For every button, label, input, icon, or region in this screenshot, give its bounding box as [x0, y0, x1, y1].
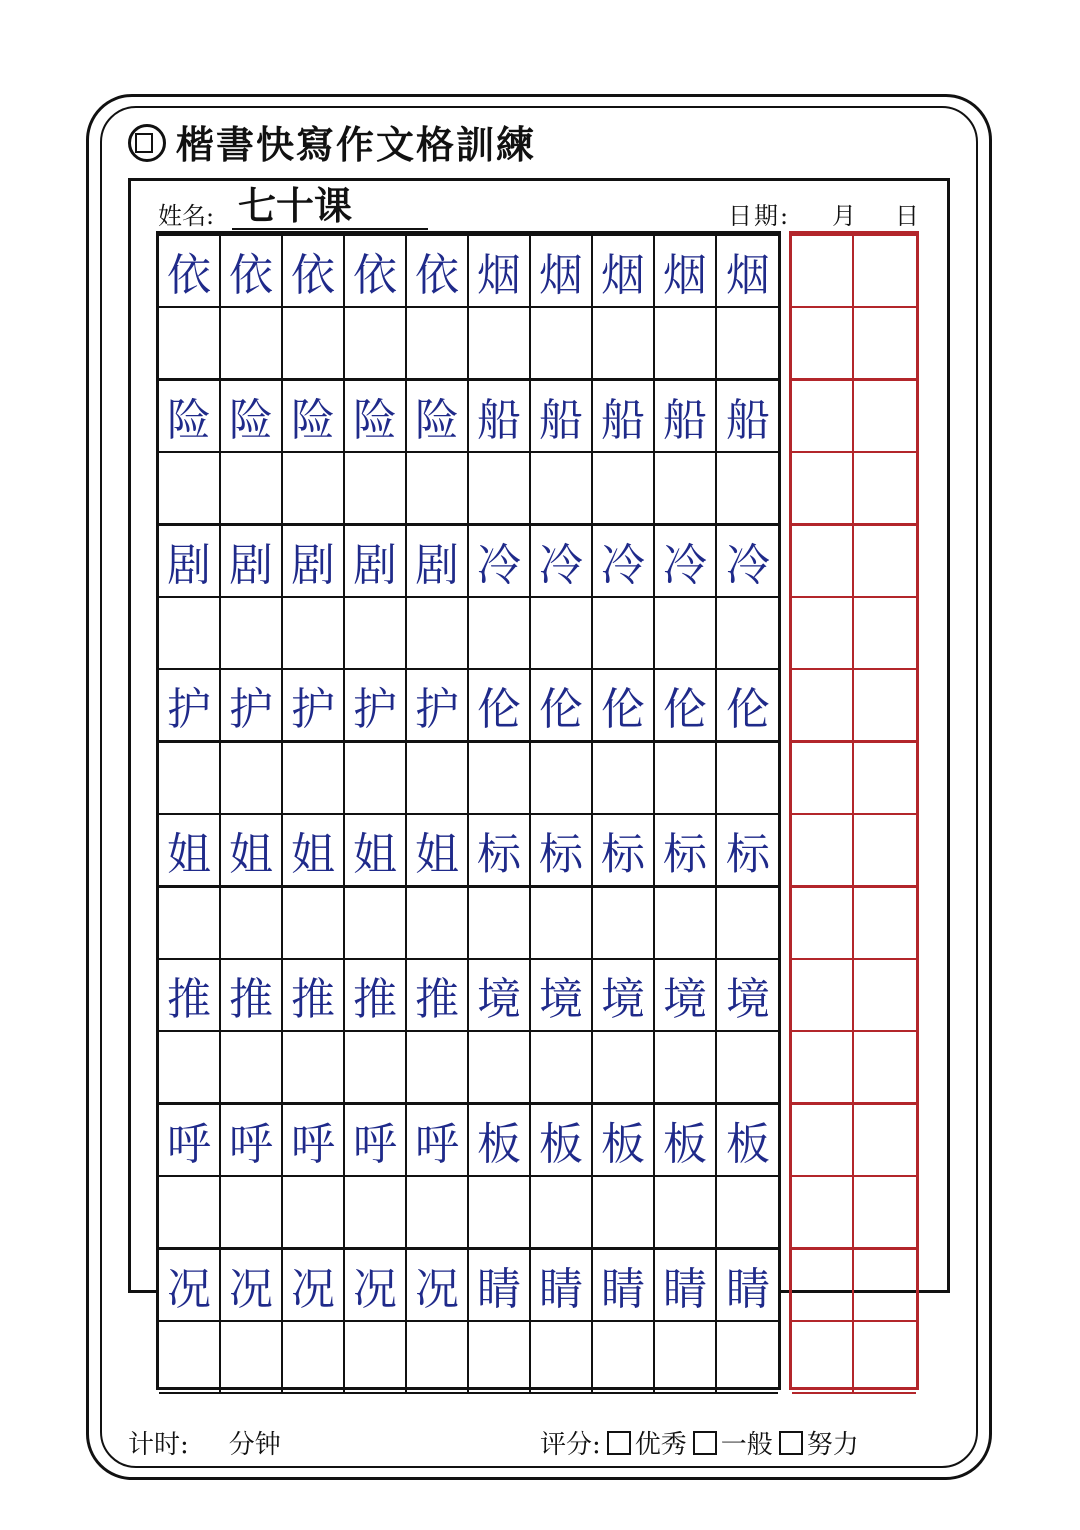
name-value: 七十课 [232, 184, 428, 230]
blank-cell [283, 888, 345, 958]
character-cell: 况 [407, 1250, 469, 1320]
side-row [792, 1320, 916, 1394]
blank-cell [717, 308, 779, 378]
blank-cell [469, 598, 531, 668]
side-cell [854, 1177, 916, 1247]
blank-cell [407, 888, 469, 958]
character-cell: 推 [159, 960, 221, 1030]
side-cell [792, 815, 854, 885]
character-cell: 烟 [655, 236, 717, 306]
blank-cell [283, 598, 345, 668]
blank-row [159, 1030, 778, 1104]
blank-cell [345, 598, 407, 668]
character-cell: 标 [593, 815, 655, 885]
character-cell: 呼 [345, 1105, 407, 1175]
side-cell [854, 815, 916, 885]
writing-row [159, 1103, 778, 1177]
blank-cell [159, 1032, 221, 1102]
character-cell: 板 [469, 1105, 531, 1175]
blank-row [159, 451, 778, 525]
blank-cell [283, 1322, 345, 1392]
side-cell [792, 1105, 854, 1175]
side-cell [792, 526, 854, 596]
character-cell: 依 [221, 236, 283, 306]
blank-cell [283, 453, 345, 523]
character-cell: 伦 [655, 670, 717, 740]
character-cell: 险 [345, 381, 407, 451]
side-cell [792, 236, 854, 306]
timer-unit: 分钟 [228, 1430, 281, 1460]
side-cell [854, 1032, 916, 1102]
blank-cell [531, 453, 593, 523]
blank-cell [159, 743, 221, 813]
date-day-label: 日 [895, 202, 919, 230]
side-cell [854, 1322, 916, 1392]
side-cell [854, 670, 916, 740]
side-row [792, 886, 916, 960]
character-cell: 睛 [531, 1250, 593, 1320]
character-cell: 姐 [345, 815, 407, 885]
blank-cell [221, 308, 283, 378]
blank-cell [407, 743, 469, 813]
character-cell: 标 [726, 829, 770, 880]
blank-cell [593, 888, 655, 958]
blank-cell [345, 453, 407, 523]
character-cell: 船 [655, 381, 717, 451]
character-cell: 板 [593, 1105, 655, 1175]
writing-row [159, 1248, 778, 1322]
blank-cell [159, 1322, 221, 1392]
side-cell [792, 453, 854, 523]
blank-cell [655, 1177, 717, 1247]
side-cell [854, 1250, 916, 1320]
character-cell: 况 [345, 1250, 407, 1320]
side-cell [854, 526, 916, 596]
writing-row [159, 958, 778, 1032]
side-cell [792, 1177, 854, 1247]
option-effort: 努力 [806, 1430, 859, 1460]
blank-cell [593, 743, 655, 813]
blank-cell [159, 1177, 221, 1247]
character-cell: 烟 [469, 236, 531, 306]
side-row [792, 524, 916, 598]
character-cell: 护 [221, 670, 283, 740]
character-cell: 依 [283, 236, 345, 306]
blank-cell [531, 888, 593, 958]
side-row [792, 741, 916, 815]
character-cell: 呼 [221, 1105, 283, 1175]
blank-cell [469, 888, 531, 958]
side-cell [792, 381, 854, 451]
writing-row [159, 813, 778, 887]
character-cell: 护 [159, 670, 221, 740]
blank-cell [469, 1177, 531, 1247]
blank-cell [221, 743, 283, 813]
blank-cell [593, 453, 655, 523]
score [540, 1424, 859, 1461]
blank-cell [655, 308, 717, 378]
character-cell: 伦 [531, 670, 593, 740]
blank-cell [717, 1032, 779, 1102]
character-cell: 睛 [726, 1264, 770, 1315]
writing-row [159, 234, 778, 308]
blank-cell [531, 1177, 593, 1247]
character-cell: 呼 [159, 1105, 221, 1175]
character-cell: 依 [407, 236, 469, 306]
blank-cell [717, 1322, 779, 1392]
character-cell: 险 [283, 381, 345, 451]
practice-grid [156, 231, 781, 1390]
score-label: 评分: [540, 1430, 601, 1460]
blank-row [159, 1320, 778, 1394]
character-cell: 标 [531, 815, 593, 885]
blank-cell [469, 453, 531, 523]
blank-cell [655, 453, 717, 523]
blank-cell [221, 453, 283, 523]
blank-cell [717, 453, 779, 523]
side-row [792, 1175, 916, 1249]
side-cell [792, 1322, 854, 1392]
side-cell [854, 743, 916, 813]
character-cell: 睛 [655, 1250, 717, 1320]
character-cell: 境 [726, 974, 770, 1025]
character-cell: 境 [593, 960, 655, 1030]
character-cell: 标 [655, 815, 717, 885]
side-cell [854, 888, 916, 958]
writing-row [159, 524, 778, 598]
side-row [792, 379, 916, 453]
checkbox-average[interactable] [693, 1431, 717, 1455]
blank-row [159, 1175, 778, 1249]
blank-cell [407, 453, 469, 523]
side-cell [792, 1250, 854, 1320]
character-cell: 况 [221, 1250, 283, 1320]
blank-cell [593, 1177, 655, 1247]
blank-cell [283, 743, 345, 813]
character-cell: 护 [345, 670, 407, 740]
side-row [792, 958, 916, 1032]
blank-cell [531, 1322, 593, 1392]
blank-cell [531, 308, 593, 378]
blank-cell [221, 888, 283, 958]
blank-cell [593, 1322, 655, 1392]
character-cell: 况 [159, 1250, 221, 1320]
character-cell: 冷 [726, 540, 770, 591]
option-average: 一般 [720, 1430, 773, 1460]
blank-cell [531, 598, 593, 668]
blank-cell [345, 1177, 407, 1247]
character-cell: 剧 [283, 526, 345, 596]
checkbox-excellent[interactable] [607, 1431, 631, 1455]
blank-cell [221, 598, 283, 668]
character-cell: 护 [283, 670, 345, 740]
character-cell: 剧 [345, 526, 407, 596]
side-practice-grid [789, 231, 919, 1390]
character-cell: 推 [221, 960, 283, 1030]
character-cell: 伦 [593, 670, 655, 740]
blank-cell [345, 743, 407, 813]
blank-cell [407, 308, 469, 378]
blank-cell [159, 308, 221, 378]
side-cell [792, 743, 854, 813]
character-cell: 板 [531, 1105, 593, 1175]
blank-cell [717, 1177, 779, 1247]
side-cell [792, 308, 854, 378]
character-cell: 伦 [726, 684, 770, 735]
character-cell: 剧 [221, 526, 283, 596]
character-cell: 冷 [593, 526, 655, 596]
character-cell: 护 [407, 670, 469, 740]
blank-cell [283, 1032, 345, 1102]
blank-cell [159, 453, 221, 523]
side-cell [792, 598, 854, 668]
character-cell: 烟 [593, 236, 655, 306]
date-month-label: 月 [832, 202, 856, 230]
character-cell: 推 [407, 960, 469, 1030]
side-cell [792, 888, 854, 958]
character-cell: 境 [531, 960, 593, 1030]
side-cell [792, 670, 854, 740]
side-row [792, 668, 916, 742]
character-cell: 板 [655, 1105, 717, 1175]
side-row [792, 1103, 916, 1177]
character-cell: 况 [283, 1250, 345, 1320]
character-cell: 依 [345, 236, 407, 306]
character-cell: 冷 [655, 526, 717, 596]
blank-cell [345, 888, 407, 958]
character-cell: 姐 [221, 815, 283, 885]
writing-row [159, 379, 778, 453]
blank-cell [407, 598, 469, 668]
character-cell: 推 [345, 960, 407, 1030]
blank-cell [469, 308, 531, 378]
character-cell: 剧 [159, 526, 221, 596]
blank-row [159, 886, 778, 960]
timer-label: 计时: [128, 1430, 189, 1460]
side-row [792, 451, 916, 525]
blank-cell [469, 1032, 531, 1102]
blank-cell [159, 888, 221, 958]
character-cell: 船 [469, 381, 531, 451]
character-cell: 睛 [469, 1250, 531, 1320]
character-cell: 依 [159, 236, 221, 306]
blank-cell [221, 1322, 283, 1392]
blank-cell [655, 888, 717, 958]
character-cell: 姐 [159, 815, 221, 885]
character-cell: 境 [655, 960, 717, 1030]
side-row [792, 1248, 916, 1322]
blank-cell [407, 1032, 469, 1102]
character-cell: 呼 [283, 1105, 345, 1175]
character-cell: 标 [469, 815, 531, 885]
side-cell [854, 236, 916, 306]
blank-cell [655, 598, 717, 668]
character-cell: 冷 [469, 526, 531, 596]
character-cell: 烟 [726, 250, 770, 301]
side-cell [792, 960, 854, 1030]
character-cell: 险 [407, 381, 469, 451]
side-cell [854, 381, 916, 451]
blank-row [159, 596, 778, 670]
character-cell: 姐 [283, 815, 345, 885]
blank-cell [469, 743, 531, 813]
blank-cell [221, 1032, 283, 1102]
blank-cell [469, 1322, 531, 1392]
side-cell [792, 1032, 854, 1102]
blank-cell [593, 308, 655, 378]
side-row [792, 234, 916, 308]
character-cell: 烟 [531, 236, 593, 306]
option-excellent: 优秀 [634, 1430, 687, 1460]
blank-cell [283, 308, 345, 378]
character-cell: 呼 [407, 1105, 469, 1175]
name-label: 姓名: [158, 202, 215, 230]
blank-cell [593, 598, 655, 668]
blank-cell [717, 598, 779, 668]
side-row [792, 306, 916, 380]
character-cell: 伦 [469, 670, 531, 740]
side-cell [854, 308, 916, 378]
blank-cell [345, 1322, 407, 1392]
side-row [792, 813, 916, 887]
side-cell [854, 960, 916, 1030]
timer [128, 1424, 281, 1461]
blank-cell [407, 1177, 469, 1247]
page-title: 楷書快寫作文格訓練 [176, 122, 537, 167]
character-cell: 板 [726, 1119, 770, 1170]
blank-cell [407, 1322, 469, 1392]
character-cell: 睛 [593, 1250, 655, 1320]
side-row [792, 596, 916, 670]
blank-cell [531, 743, 593, 813]
blank-cell [593, 1032, 655, 1102]
blank-cell [159, 598, 221, 668]
side-row [792, 1030, 916, 1104]
character-cell: 船 [531, 381, 593, 451]
checkbox-effort[interactable] [779, 1431, 803, 1455]
blank-cell [717, 743, 779, 813]
blank-cell [655, 1322, 717, 1392]
blank-row [159, 306, 778, 380]
character-cell: 姐 [407, 815, 469, 885]
character-cell: 险 [221, 381, 283, 451]
character-cell: 险 [159, 381, 221, 451]
writing-row [159, 668, 778, 742]
blank-cell [345, 308, 407, 378]
character-cell: 剧 [407, 526, 469, 596]
blank-cell [283, 1177, 345, 1247]
blank-cell [221, 1177, 283, 1247]
character-cell: 船 [726, 395, 770, 446]
side-cell [854, 1105, 916, 1175]
side-cell [854, 453, 916, 523]
logo-icon [128, 124, 166, 162]
character-cell: 冷 [531, 526, 593, 596]
character-cell: 推 [283, 960, 345, 1030]
blank-cell [655, 743, 717, 813]
character-cell: 境 [469, 960, 531, 1030]
blank-row [159, 741, 778, 815]
date-label: 日期: [728, 202, 791, 230]
character-cell: 船 [593, 381, 655, 451]
blank-cell [717, 888, 779, 958]
blank-cell [345, 1032, 407, 1102]
blank-cell [531, 1032, 593, 1102]
blank-cell [655, 1032, 717, 1102]
side-cell [854, 598, 916, 668]
